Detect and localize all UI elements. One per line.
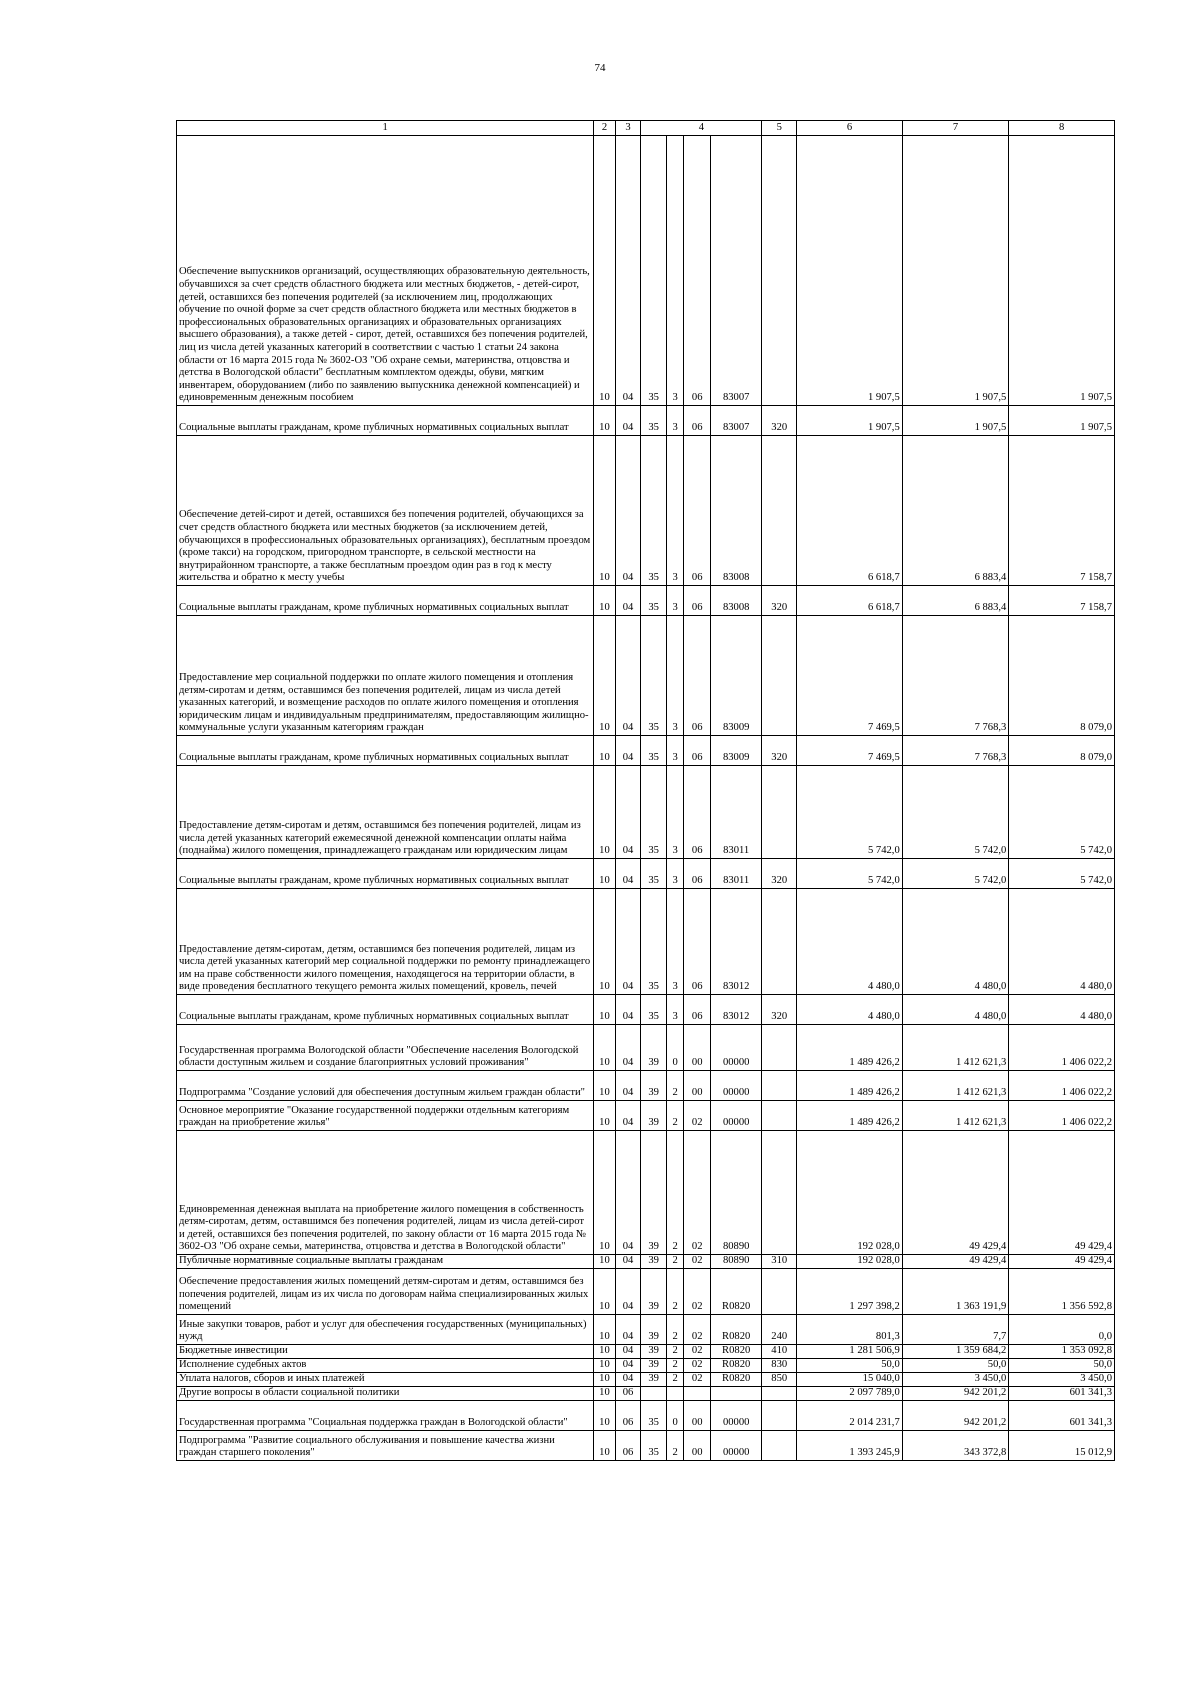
- program-code: 39: [641, 1359, 667, 1373]
- section-code: 10: [594, 136, 616, 406]
- event-code: 00: [684, 1431, 711, 1461]
- table-row: [177, 586, 1115, 616]
- amount-year-2: 6 883,4: [902, 436, 1009, 586]
- section-code: 10: [594, 889, 616, 995]
- program-code: 35: [641, 766, 667, 859]
- program-code: 35: [641, 136, 667, 406]
- amount-year-2: 3 450,0: [902, 1373, 1009, 1387]
- section-code: 10: [594, 995, 616, 1025]
- event-code: 02: [684, 1373, 711, 1387]
- subprogram-code: 2: [666, 1373, 683, 1387]
- amount-year-3: 4 480,0: [1009, 889, 1115, 995]
- direction-code: 83007: [711, 406, 762, 436]
- subsection-code: 04: [615, 1255, 641, 1269]
- amount-year-2: 1 907,5: [902, 406, 1009, 436]
- row-name: Социальные выплаты гражданам, кроме публичных нормативных социальных выплат: [177, 406, 594, 436]
- header-cell-5: 5: [762, 121, 797, 136]
- amount-year-2: 1 363 191,9: [902, 1269, 1009, 1315]
- program-code: 35: [641, 616, 667, 736]
- row-name: Предоставление детям-сиротам и детям, оставшимся без попечения родителей, лицам из числа детей указанных категорий ежемесячной денежной компенсации оплаты найма (поднайма) жилого помещения, принадлежащего гражданам или юридическим лицам: [177, 766, 594, 859]
- subprogram-code: 2: [666, 1071, 683, 1101]
- subprogram-code: 2: [666, 1315, 683, 1345]
- amount-year-2: 4 480,0: [902, 995, 1009, 1025]
- amount-year-1: 1 907,5: [797, 406, 903, 436]
- subsection-code: 04: [615, 736, 641, 766]
- expense-type-code: [762, 1101, 797, 1131]
- table-row: [177, 436, 1115, 586]
- direction-code: R0820: [711, 1269, 762, 1315]
- direction-code: 80890: [711, 1255, 762, 1269]
- expense-type-code: 320: [762, 859, 797, 889]
- expense-type-code: [762, 889, 797, 995]
- amount-year-2: 1 412 621,3: [902, 1071, 1009, 1101]
- amount-year-1: 50,0: [797, 1359, 903, 1373]
- expense-type-code: 320: [762, 586, 797, 616]
- subsection-code: 04: [615, 586, 641, 616]
- subsection-code: 04: [615, 766, 641, 859]
- row-name: Исполнение судебных актов: [177, 1359, 594, 1373]
- subsection-code: 04: [615, 1345, 641, 1359]
- program-code: 35: [641, 1401, 667, 1431]
- program-code: 39: [641, 1255, 667, 1269]
- row-name: Единовременная денежная выплата на приобретение жилого помещения в собственность детям-сиротам, детям, оставшимся без попечения родителей, лицам из числа детей-сирот и детей, оставшихся без попечения родителей, по закону области от 16 марта 2015 года № 3602-ОЗ "Об охране семьи, материнства, отцовства и детства в Вологодской области": [177, 1131, 594, 1255]
- subprogram-code: 2: [666, 1131, 683, 1255]
- row-name: Социальные выплаты гражданам, кроме публичных нормативных социальных выплат: [177, 736, 594, 766]
- amount-year-1: 7 469,5: [797, 736, 903, 766]
- program-code: 35: [641, 889, 667, 995]
- amount-year-1: 192 028,0: [797, 1131, 903, 1255]
- subprogram-code: 3: [666, 406, 683, 436]
- expense-type-code: 410: [762, 1345, 797, 1359]
- expense-type-code: [762, 1269, 797, 1315]
- section-code: 10: [594, 1315, 616, 1345]
- subsection-code: 04: [615, 1101, 641, 1131]
- direction-code: 83009: [711, 616, 762, 736]
- section-code: 10: [594, 1255, 616, 1269]
- program-code: 39: [641, 1025, 667, 1071]
- subsection-code: 04: [615, 859, 641, 889]
- subsection-code: 04: [615, 616, 641, 736]
- amount-year-3: 7 158,7: [1009, 436, 1115, 586]
- section-code: 10: [594, 766, 616, 859]
- table-row: [177, 1315, 1115, 1345]
- budget-table: [176, 120, 1115, 1461]
- amount-year-2: 7 768,3: [902, 616, 1009, 736]
- table-row: [177, 766, 1115, 859]
- direction-code: 00000: [711, 1401, 762, 1431]
- direction-code: R0820: [711, 1315, 762, 1345]
- amount-year-1: 5 742,0: [797, 859, 903, 889]
- section-code: 10: [594, 859, 616, 889]
- table-row: [177, 1269, 1115, 1315]
- amount-year-3: 5 742,0: [1009, 766, 1115, 859]
- subsection-code: 04: [615, 889, 641, 995]
- amount-year-3: 601 341,3: [1009, 1401, 1115, 1431]
- table-row: [177, 1255, 1115, 1269]
- subprogram-code: 3: [666, 995, 683, 1025]
- amount-year-3: 0,0: [1009, 1315, 1115, 1345]
- section-code: 10: [594, 1101, 616, 1131]
- subprogram-code: 2: [666, 1269, 683, 1315]
- header-cell-1: 1: [177, 121, 594, 136]
- program-code: 35: [641, 1431, 667, 1461]
- amount-year-2: 7,7: [902, 1315, 1009, 1345]
- event-code: 00: [684, 1025, 711, 1071]
- amount-year-2: 1 907,5: [902, 136, 1009, 406]
- section-code: 10: [594, 736, 616, 766]
- amount-year-1: 1 907,5: [797, 136, 903, 406]
- section-code: 10: [594, 1401, 616, 1431]
- row-name: Публичные нормативные социальные выплаты гражданам: [177, 1255, 594, 1269]
- row-name: Обеспечение детей-сирот и детей, оставшихся без попечения родителей, обучающихся за счет средств областного бюджета или местных бюджетов (за исключением детей, обучающихся в профессиональных образовательных организациях), бесплатным проездом (кроме такси) на городском, пригородном транспорте, в сельской местности на внутрирайонном транспорте, а также бесплатным проездом один раз в год к месту жительства и обратно к месту учебы: [177, 436, 594, 586]
- amount-year-1: 1 489 426,2: [797, 1101, 903, 1131]
- program-code: 35: [641, 736, 667, 766]
- subprogram-code: 2: [666, 1255, 683, 1269]
- amount-year-3: 8 079,0: [1009, 616, 1115, 736]
- amount-year-2: 5 742,0: [902, 766, 1009, 859]
- program-code: 39: [641, 1101, 667, 1131]
- subsection-code: 06: [615, 1401, 641, 1431]
- program-code: 39: [641, 1373, 667, 1387]
- section-code: 10: [594, 1359, 616, 1373]
- subsection-code: 06: [615, 1431, 641, 1461]
- event-code: 06: [684, 616, 711, 736]
- section-code: 10: [594, 1269, 616, 1315]
- subsection-code: 04: [615, 1269, 641, 1315]
- direction-code: R0820: [711, 1345, 762, 1359]
- amount-year-3: 1 356 592,8: [1009, 1269, 1115, 1315]
- program-code: 39: [641, 1269, 667, 1315]
- amount-year-3: 49 429,4: [1009, 1255, 1115, 1269]
- amount-year-1: 2 014 231,7: [797, 1401, 903, 1431]
- amount-year-3: 3 450,0: [1009, 1373, 1115, 1387]
- page-number: 74: [594, 62, 606, 74]
- subsection-code: 04: [615, 1131, 641, 1255]
- expense-type-code: 830: [762, 1359, 797, 1373]
- subsection-code: 04: [615, 1315, 641, 1345]
- expense-type-code: [762, 616, 797, 736]
- event-code: 06: [684, 995, 711, 1025]
- row-name: Иные закупки товаров, работ и услуг для обеспечения государственных (муниципальных) нужд: [177, 1315, 594, 1345]
- subsection-code: 04: [615, 406, 641, 436]
- event-code: 06: [684, 136, 711, 406]
- table-row: [177, 1345, 1115, 1359]
- row-name: Подпрограмма "Развитие социального обслуживания и повышение качества жизни граждан старшего поколения": [177, 1431, 594, 1461]
- expense-type-code: 320: [762, 995, 797, 1025]
- amount-year-2: 343 372,8: [902, 1431, 1009, 1461]
- amount-year-1: 801,3: [797, 1315, 903, 1345]
- header-row: [177, 121, 1115, 136]
- amount-year-1: 4 480,0: [797, 889, 903, 995]
- amount-year-1: 1 281 506,9: [797, 1345, 903, 1359]
- amount-year-2: 7 768,3: [902, 736, 1009, 766]
- subprogram-code: 3: [666, 436, 683, 586]
- program-code: 39: [641, 1071, 667, 1101]
- expense-type-code: [762, 436, 797, 586]
- program-code: 35: [641, 436, 667, 586]
- row-name: Подпрограмма "Создание условий для обеспечения доступным жильем граждан области": [177, 1071, 594, 1101]
- table-row: [177, 1131, 1115, 1255]
- direction-code: 83009: [711, 736, 762, 766]
- row-name: Предоставление детям-сиротам, детям, оставшимся без попечения родителей, лицам из числа детей указанных категорий мер социальной поддержки по ремонту принадлежащего им на праве собственности жилого помещения, находящегося на территории области, в виде проведения бесплатного текущего ремонта жилых помещений, кровель, печей: [177, 889, 594, 995]
- table-row: [177, 889, 1115, 995]
- program-code: 35: [641, 406, 667, 436]
- header-cell-2: 2: [594, 121, 616, 136]
- amount-year-1: 5 742,0: [797, 766, 903, 859]
- expense-type-code: 310: [762, 1255, 797, 1269]
- section-code: 10: [594, 1373, 616, 1387]
- amount-year-2: 4 480,0: [902, 889, 1009, 995]
- expense-type-code: [762, 1401, 797, 1431]
- expense-type-code: 320: [762, 736, 797, 766]
- amount-year-1: 15 040,0: [797, 1373, 903, 1387]
- table-row: [177, 1387, 1115, 1401]
- table-row: [177, 616, 1115, 736]
- amount-year-1: 7 469,5: [797, 616, 903, 736]
- subsection-code: 04: [615, 1025, 641, 1071]
- amount-year-2: 942 201,2: [902, 1401, 1009, 1431]
- row-name: Другие вопросы в области социальной политики: [177, 1387, 594, 1401]
- amount-year-1: 2 097 789,0: [797, 1387, 903, 1401]
- section-code: 10: [594, 586, 616, 616]
- table-row: [177, 995, 1115, 1025]
- amount-year-2: 942 201,2: [902, 1387, 1009, 1401]
- subprogram-code: [666, 1387, 683, 1401]
- table-row: [177, 1025, 1115, 1071]
- row-name: Предоставление мер социальной поддержки по оплате жилого помещения и отопления детям-сиротам и детям, оставшимся без попечения родителей, лицам из числа детей указанных категорий, и возмещение расходов по оплате жилого помещения и отопления юридическим лицам и индивидуальным предпринимателям, предоставляющим жилищно-коммунальные услуги указанным категориям граждан: [177, 616, 594, 736]
- subsection-code: 06: [615, 1387, 641, 1401]
- expense-type-code: [762, 1131, 797, 1255]
- amount-year-1: 1 489 426,2: [797, 1071, 903, 1101]
- event-code: 02: [684, 1345, 711, 1359]
- section-code: 10: [594, 1071, 616, 1101]
- section-code: 10: [594, 1431, 616, 1461]
- amount-year-1: 6 618,7: [797, 586, 903, 616]
- amount-year-3: 1 406 022,2: [1009, 1071, 1115, 1101]
- event-code: 02: [684, 1315, 711, 1345]
- amount-year-3: 49 429,4: [1009, 1131, 1115, 1255]
- header-cell-7: 7: [902, 121, 1009, 136]
- subprogram-code: 2: [666, 1345, 683, 1359]
- direction-code: 83012: [711, 995, 762, 1025]
- direction-code: 00000: [711, 1101, 762, 1131]
- amount-year-3: 1 907,5: [1009, 136, 1115, 406]
- header-cell-8: 8: [1009, 121, 1115, 136]
- row-name: Социальные выплаты гражданам, кроме публичных нормативных социальных выплат: [177, 859, 594, 889]
- amount-year-2: 6 883,4: [902, 586, 1009, 616]
- expense-type-code: [762, 1071, 797, 1101]
- table-row: [177, 736, 1115, 766]
- subprogram-code: 3: [666, 136, 683, 406]
- table-row: [177, 136, 1115, 406]
- expense-type-code: [762, 136, 797, 406]
- amount-year-2: 1 412 621,3: [902, 1025, 1009, 1071]
- amount-year-1: 4 480,0: [797, 995, 903, 1025]
- section-code: 10: [594, 436, 616, 586]
- amount-year-2: 50,0: [902, 1359, 1009, 1373]
- direction-code: 80890: [711, 1131, 762, 1255]
- program-code: 39: [641, 1345, 667, 1359]
- row-name: Обеспечение выпускников организаций, осуществляющих образовательную деятельность, обучавшихся за счет средств областного бюджета или местных бюджетов, - детей-сирот, детей, оставшихся без попечения родителей (за исключением лиц, продолжающих обучение по очной форме за счет средств областного бюджета или местных бюджетов в профессиональных образовательных организациях и образовательных организациях высшего образования), а также детей - сирот, детей, оставшихся без попечения родителей, лиц из числа детей указанных категорий в соответствии с частью 1 статьи 24 закона области от 16 марта 2015 года № 3602-ОЗ "Об охране семьи, материнства, отцовства и детства в Вологодской области" бесплатным комплектом одежды, обуви, мягким инвентарем, оборудованием (либо по заявлению выпускника денежной компенсацией) и единовременным денежным пособием: [177, 136, 594, 406]
- expense-type-code: [762, 1431, 797, 1461]
- subsection-code: 04: [615, 1359, 641, 1373]
- expense-type-code: [762, 1025, 797, 1071]
- direction-code: 83008: [711, 586, 762, 616]
- subprogram-code: 3: [666, 586, 683, 616]
- direction-code: 83011: [711, 766, 762, 859]
- event-code: 02: [684, 1255, 711, 1269]
- event-code: 06: [684, 766, 711, 859]
- section-code: 10: [594, 1387, 616, 1401]
- amount-year-3: 1 907,5: [1009, 406, 1115, 436]
- event-code: 06: [684, 586, 711, 616]
- event-code: 00: [684, 1401, 711, 1431]
- program-code: 35: [641, 859, 667, 889]
- amount-year-3: 7 158,7: [1009, 586, 1115, 616]
- section-code: 10: [594, 1345, 616, 1359]
- event-code: 02: [684, 1131, 711, 1255]
- program-code: 39: [641, 1131, 667, 1255]
- subprogram-code: 3: [666, 766, 683, 859]
- amount-year-2: 1 412 621,3: [902, 1101, 1009, 1131]
- program-code: 39: [641, 1315, 667, 1345]
- table-row: [177, 1401, 1115, 1431]
- table-row: [177, 1071, 1115, 1101]
- amount-year-3: 1 406 022,2: [1009, 1025, 1115, 1071]
- subprogram-code: 3: [666, 616, 683, 736]
- event-code: 02: [684, 1101, 711, 1131]
- subprogram-code: 3: [666, 736, 683, 766]
- section-code: 10: [594, 1131, 616, 1255]
- row-name: Государственная программа Вологодской области "Обеспечение населения Вологодской области доступным жильем и создание благоприятных условий проживания": [177, 1025, 594, 1071]
- amount-year-1: 1 489 426,2: [797, 1025, 903, 1071]
- header-cell-3: 3: [615, 121, 641, 136]
- subprogram-code: 0: [666, 1401, 683, 1431]
- table-row: [177, 1431, 1115, 1461]
- program-code: 35: [641, 995, 667, 1025]
- amount-year-1: 1 393 245,9: [797, 1431, 903, 1461]
- expense-type-code: [762, 766, 797, 859]
- row-name: Обеспечение предоставления жилых помещений детям-сиротам и детям, оставшимся без попечения родителей, лицам из их числа по договорам найма специализированных жилых помещений: [177, 1269, 594, 1315]
- event-code: 06: [684, 436, 711, 586]
- amount-year-2: 49 429,4: [902, 1255, 1009, 1269]
- amount-year-3: 601 341,3: [1009, 1387, 1115, 1401]
- direction-code: 00000: [711, 1071, 762, 1101]
- row-name: Основное мероприятие "Оказание государственной поддержки отдельным категориям граждан на приобретение жилья": [177, 1101, 594, 1131]
- row-name: Бюджетные инвестиции: [177, 1345, 594, 1359]
- event-code: 06: [684, 736, 711, 766]
- direction-code: 00000: [711, 1025, 762, 1071]
- direction-code: R0820: [711, 1373, 762, 1387]
- amount-year-3: 50,0: [1009, 1359, 1115, 1373]
- row-name: Государственная программа "Социальная поддержка граждан в Вологодской области": [177, 1401, 594, 1431]
- subsection-code: 04: [615, 1071, 641, 1101]
- subsection-code: 04: [615, 136, 641, 406]
- amount-year-3: 8 079,0: [1009, 736, 1115, 766]
- table-row: [177, 859, 1115, 889]
- amount-year-3: 1 406 022,2: [1009, 1101, 1115, 1131]
- event-code: 02: [684, 1269, 711, 1315]
- subprogram-code: 2: [666, 1431, 683, 1461]
- table-row: [177, 1101, 1115, 1131]
- direction-code: 83007: [711, 136, 762, 406]
- amount-year-2: 1 359 684,2: [902, 1345, 1009, 1359]
- section-code: 10: [594, 1025, 616, 1071]
- header-cell-6: 6: [797, 121, 903, 136]
- expense-type-code: 320: [762, 406, 797, 436]
- table-body: [177, 136, 1115, 1461]
- direction-code: R0820: [711, 1359, 762, 1373]
- direction-code: 83011: [711, 859, 762, 889]
- subprogram-code: 3: [666, 859, 683, 889]
- direction-code: [711, 1387, 762, 1401]
- program-code: [641, 1387, 667, 1401]
- subsection-code: 04: [615, 1373, 641, 1387]
- expense-type-code: [762, 1387, 797, 1401]
- row-name: Социальные выплаты гражданам, кроме публичных нормативных социальных выплат: [177, 586, 594, 616]
- subprogram-code: 3: [666, 889, 683, 995]
- direction-code: 00000: [711, 1431, 762, 1461]
- row-name: Уплата налогов, сборов и иных платежей: [177, 1373, 594, 1387]
- table-row: [177, 1373, 1115, 1387]
- expense-type-code: 240: [762, 1315, 797, 1345]
- amount-year-1: 6 618,7: [797, 436, 903, 586]
- direction-code: 83012: [711, 889, 762, 995]
- amount-year-3: 4 480,0: [1009, 995, 1115, 1025]
- amount-year-3: 5 742,0: [1009, 859, 1115, 889]
- subprogram-code: 0: [666, 1025, 683, 1071]
- amount-year-2: 5 742,0: [902, 859, 1009, 889]
- program-code: 35: [641, 586, 667, 616]
- direction-code: 83008: [711, 436, 762, 586]
- event-code: 06: [684, 889, 711, 995]
- table-row: [177, 1359, 1115, 1373]
- event-code: 06: [684, 406, 711, 436]
- event-code: 06: [684, 859, 711, 889]
- expense-type-code: 850: [762, 1373, 797, 1387]
- section-code: 10: [594, 406, 616, 436]
- amount-year-3: 1 353 092,8: [1009, 1345, 1115, 1359]
- section-code: 10: [594, 616, 616, 736]
- header-cell-4: 4: [641, 121, 762, 136]
- subprogram-code: 2: [666, 1101, 683, 1131]
- subsection-code: 04: [615, 995, 641, 1025]
- amount-year-3: 15 012,9: [1009, 1431, 1115, 1461]
- table-row: [177, 406, 1115, 436]
- event-code: [684, 1387, 711, 1401]
- amount-year-1: 1 297 398,2: [797, 1269, 903, 1315]
- amount-year-2: 49 429,4: [902, 1131, 1009, 1255]
- subprogram-code: 2: [666, 1359, 683, 1373]
- event-code: 00: [684, 1071, 711, 1101]
- subsection-code: 04: [615, 436, 641, 586]
- event-code: 02: [684, 1359, 711, 1373]
- amount-year-1: 192 028,0: [797, 1255, 903, 1269]
- row-name: Социальные выплаты гражданам, кроме публичных нормативных социальных выплат: [177, 995, 594, 1025]
